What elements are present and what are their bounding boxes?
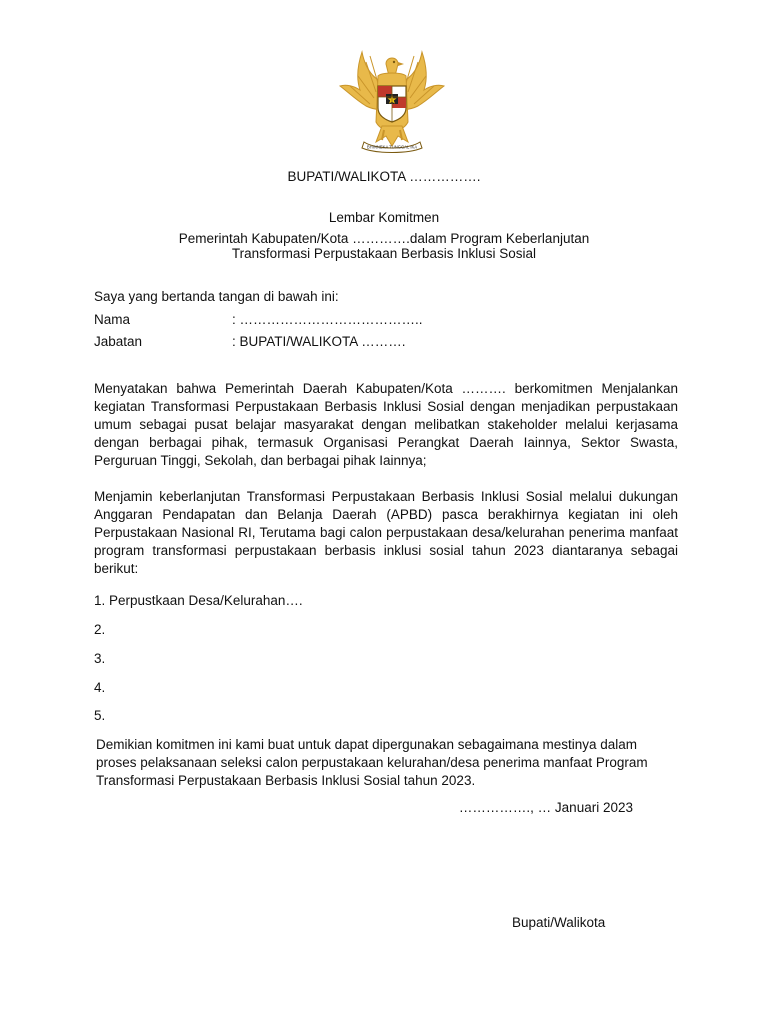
list-item: 2. bbox=[94, 622, 106, 637]
field-value: : BUPATI/WALIKOTA ………. bbox=[232, 334, 406, 349]
list-item: 5. bbox=[94, 708, 106, 723]
paragraph-closing: Demikian komitmen ini kami buat untuk dapat dipergunakan sebagaimana mestinya dalam proses pelaksanaan seleksi calon perpustakaan kelurahan/desa penerima manfaat Program Transformasi Perpustakaan Berbasis Inklusi Sosial tahun 2023. bbox=[96, 737, 648, 788]
paragraph-commitment: Menyatakan bahwa Pemerintah Daerah Kabupaten/Kota ………. berkomitmen Menjalankan kegiatan Transformasi Perpustakaan Berbasis Inklusi Sosial dengan menjadikan perpustakaan umum sebagai pusat belajar masyarakat dengan melibatkan stakeholder melalui kerjasama dengan berbagai pihak, termasuk Organisasi Perangkat Daerah Iainnya, Sektor Swasta, Perguruan Tinggi, Sekolah, dan berbagai pihak Iainnya; bbox=[94, 381, 678, 468]
field-label: Nama bbox=[94, 312, 131, 327]
doc-title-line1: Lembar Komitmen bbox=[328, 210, 440, 225]
paragraph-guarantee: Menjamin keberlanjutan Transformasi Perpustakaan Berbasis Inklusi Sosial melalui dukungan Anggaran Pendapatan dan Belanja Daerah (APBD) pasca berakhirnya kegiatan ini oleh Perpustakaan Nasional RI, Terutama bagi calon perpustakaan desa/kelurahan penerima manfaat program transformasi perpustakaan berbasis inklusi sosial tahun 2023 diantaranya sebagai berikut: bbox=[94, 489, 678, 576]
list-item: 4. bbox=[94, 680, 106, 695]
intro-text: Saya yang bertanda tangan di bawah ini: bbox=[94, 289, 339, 304]
field-jabatan bbox=[94, 333, 678, 351]
field-label: Jabatan bbox=[94, 334, 143, 349]
field-nama bbox=[94, 311, 678, 329]
doc-title-line2: Pemerintah Kabupaten/Kota ………….dalam Program Keberlanjutan bbox=[178, 231, 590, 246]
header-title: BUPATI/WALIKOTA ……………. bbox=[287, 169, 481, 184]
date-line: ……………., … Januari 2023 bbox=[458, 800, 633, 815]
list-item: 1. Perpustkaan Desa/Kelurahan…. bbox=[94, 593, 303, 608]
field-value: : ………………………………….. bbox=[232, 312, 423, 327]
signature-title: Bupati/Walikota bbox=[512, 915, 606, 930]
list-item: 3. bbox=[94, 651, 106, 666]
doc-title-line3: Transformasi Perpustakaan Berbasis Inklusi Sosial bbox=[231, 246, 537, 261]
garuda-emblem-icon bbox=[336, 42, 448, 154]
emblem-motto: BHINNEKA TUNGGAL IKA bbox=[366, 144, 418, 150]
